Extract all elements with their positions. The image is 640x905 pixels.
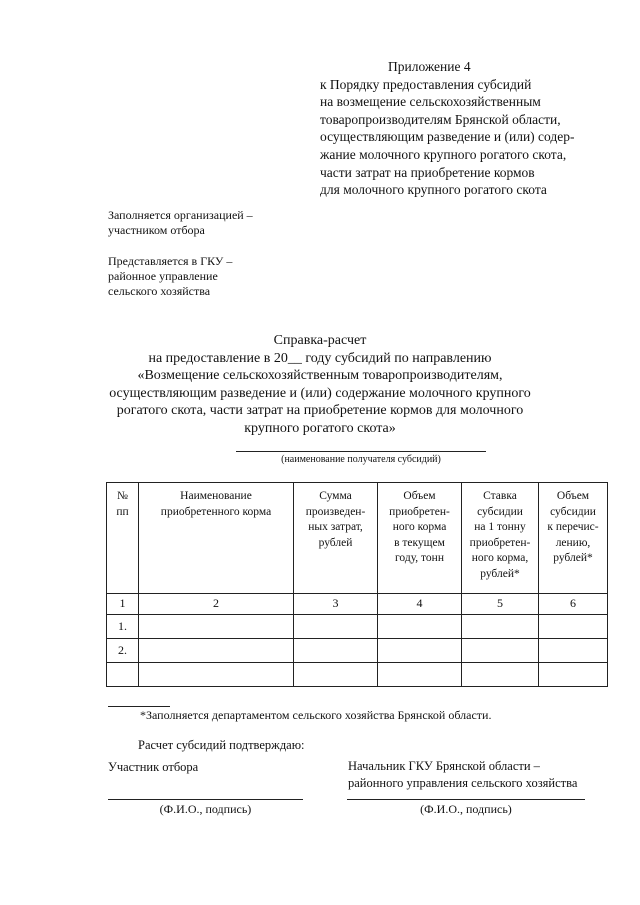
- note-line: участником отбора: [108, 223, 205, 238]
- heading-line: рогатого скота, части затрат на приобретение кормов для молочного: [116, 403, 524, 418]
- participant-signature-caption: (Ф.И.О., подпись): [159, 802, 252, 816]
- header-cell-feed-name: Наименование приобретенного корма: [139, 483, 294, 594]
- appendix-title: Приложение 4: [388, 59, 471, 74]
- chief-signature-line[interactable]: [347, 799, 585, 800]
- recipient-caption: (наименование получателя субсидий): [281, 454, 441, 465]
- heading-title: Справка-расчет: [273, 333, 367, 348]
- note-line: Заполняется организацией –: [108, 208, 253, 222]
- header-cell-costs: Сумма произведен- ных затрат, рублей: [294, 483, 378, 594]
- appendix-line: к Порядку предоставления субсидий: [320, 76, 532, 92]
- participant-signature-line[interactable]: [108, 799, 303, 800]
- table-cell[interactable]: [462, 663, 539, 687]
- table-header-row: [107, 483, 608, 594]
- note-line: районное управление: [108, 269, 218, 284]
- table-cell[interactable]: [139, 639, 294, 663]
- table-cell[interactable]: [539, 663, 608, 687]
- heading-line: «Возмещение сельскохозяйственным товаропроизводителям,: [137, 368, 503, 383]
- header-cell-subsidy: Объем субсидии к перечис- лению, рублей*: [539, 483, 608, 594]
- column-number: 1: [107, 594, 139, 615]
- participant-label: Участник отбора: [108, 760, 199, 774]
- chief-line: районного управления сельского хозяйства: [348, 776, 578, 790]
- subsidy-table: [106, 482, 608, 687]
- appendix-line: жание молочного крупного рогатого скота,: [320, 146, 567, 162]
- appendix-line: на возмещение сельскохозяйственным: [320, 94, 541, 110]
- header-cell-volume: Объем приобретен- ного корма в текущем году, тонн: [378, 483, 462, 594]
- filled-by-note: [108, 208, 253, 238]
- chief-label: [348, 758, 577, 792]
- header-cell-number: № пп: [107, 483, 139, 594]
- note-line: сельского хозяйства: [108, 284, 211, 299]
- table-cell[interactable]: [378, 615, 462, 639]
- column-numbers-row: [107, 594, 608, 615]
- table-cell[interactable]: [294, 615, 378, 639]
- appendix-line: товаропроизводителям Брянской области,: [320, 111, 561, 127]
- footnote: *Заполняется департаментом сельского хозяйства Брянской области.: [140, 708, 492, 722]
- chief-signature-caption: (Ф.И.О., подпись): [420, 802, 512, 816]
- header-cell-rate: Ставка субсидии на 1 тонну приобретен- ного корма, рублей*: [462, 483, 539, 594]
- table-cell[interactable]: [462, 615, 539, 639]
- appendix-line: части затрат на приобретение кормов: [320, 164, 535, 180]
- column-number: 3: [294, 594, 378, 615]
- row-number: 2.: [107, 639, 139, 663]
- table-row: [107, 639, 608, 663]
- table-cell[interactable]: [539, 639, 608, 663]
- column-number: 6: [539, 594, 608, 615]
- table-cell[interactable]: [294, 663, 378, 687]
- table-cell[interactable]: [378, 639, 462, 663]
- column-number: 2: [139, 594, 294, 615]
- appendix-line: для молочного крупного рогатого скота: [320, 182, 547, 198]
- recipient-name-line[interactable]: [236, 451, 486, 452]
- submitted-to-note: [108, 254, 232, 300]
- column-number: 4: [378, 594, 462, 615]
- row-number: 1.: [107, 615, 139, 639]
- table-cell[interactable]: [462, 639, 539, 663]
- confirm-text: Расчет субсидий подтверждаю:: [138, 738, 305, 752]
- heading-line: на предоставление в 20__ году субсидий по направлению: [148, 350, 492, 366]
- table-cell[interactable]: [294, 639, 378, 663]
- chief-line: Начальник ГКУ Брянской области –: [348, 759, 540, 773]
- table-cell[interactable]: [139, 615, 294, 639]
- table-cell[interactable]: [539, 615, 608, 639]
- footnote-separator: [108, 706, 170, 707]
- document-heading: [60, 332, 580, 437]
- appendix-line: осуществляющим разведение и (или) содер-: [320, 129, 575, 145]
- column-number: 5: [462, 594, 539, 615]
- appendix-block: [320, 58, 575, 199]
- note-line: Представляется в ГКУ –: [108, 254, 233, 268]
- row-number: [107, 663, 139, 687]
- table-cell[interactable]: [378, 663, 462, 687]
- heading-line: крупного рогатого скота»: [244, 420, 396, 436]
- table-row: [107, 615, 608, 639]
- table-row: [107, 663, 608, 687]
- table-cell[interactable]: [139, 663, 294, 687]
- heading-line: осуществляющим разведение и (или) содержание молочного крупного: [109, 385, 531, 401]
